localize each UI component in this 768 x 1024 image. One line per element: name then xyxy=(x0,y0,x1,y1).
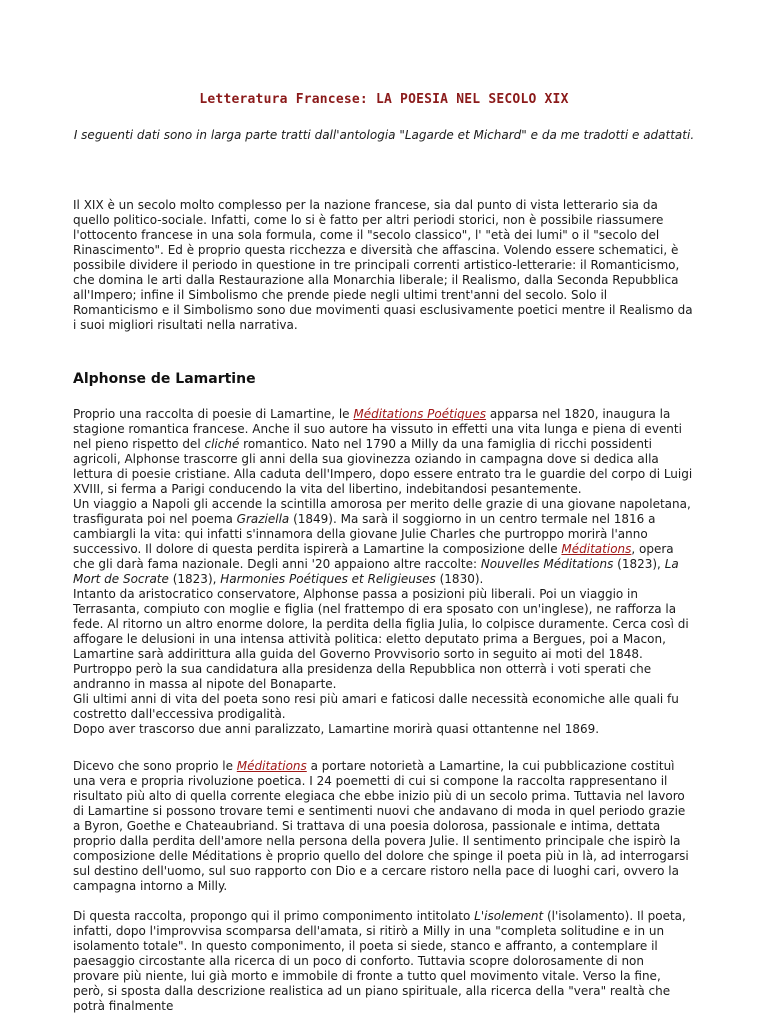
bio-paragraph-1: Proprio una raccolta di poesie di Lamartine, le Méditations Poétiques apparsa nel 1820, inaugura la stagione romantica francese. Anche il suo autore ha vissuto in effetti una vita lunga e piena di eventi nel pieno rispetto del cliché romantico. Nato nel 1790 a Milly da una famiglia di ricchi possidenti agricoli, Alphonse trascorre gli anni della sua giovinezza oziando in campagna dove si dedica alla lettura di poesie cristiane. Alla caduta dell'Impero, dopo essere entrato tra le guardie del corpo di Luigi XVIII, si ferma a Parigi conducendo la vita del libertino, indebitandosi pesantemente. xyxy=(73,407,693,496)
meditations-link-2[interactable]: Méditations xyxy=(236,759,307,773)
isolement-paragraph: Di questa raccolta, propongo qui il primo componimento intitolato L'isolement (l'isolamento). Il poeta, infatti, dopo l'improvvisa scomparsa dell'amata, si ritirò a Milly in una "completa solitudine e in un isolamento totale". In questo componimento, il poeta si siede, stanco e affranto, a contemplare il paesaggio circostante alla ricerca di un poco di conforto. Tuttavia scopre dolorosamente di non provare più niente, lui già morto e immobile di fronte a tutto quel movimento vitale. Verso la fine, però, si sposta dalla descrizione realistica ad un piano spirituale, alla ricerca della "vera" realtà che potrà finalmente xyxy=(73,909,686,1013)
page-title: Letteratura Francese: LA POESIA NEL SECOLO XIX xyxy=(199,92,569,107)
meditations-link[interactable]: Méditations xyxy=(561,542,632,556)
intro-text: Il XIX è un secolo molto complesso per la nazione francese, sia dal punto di vista letterario sia da quello politico-sociale. Infatti, come lo si è fatto per altri periodi storici, non è possibile riassumere l'ottocento francese in una sola formula, come il "secolo classico", l' "età dei lumi" o il "secolo del Rinascimento". Ed è proprio questa ricchezza e diversità che affascina. Volendo essere schematici, è possibile dividere il periodo in questione in tre principali correnti artistico-letterarie: il Romanticismo, che domina le arti dalla Restaurazione alla Monarchia liberale; il Realismo, dalla Seconda Repubblica all'Impero; infine il Simbolismo che prende piede negli ultimi trent'anni del secolo. Solo il Romanticismo e il Simbolismo sono due movimenti quasi esclusivamente poetici mentre il Realismo da i suoi migliori risultati nella narrativa. xyxy=(73,198,693,332)
meditations-poetiques-link[interactable]: Méditations Poétiques xyxy=(353,407,487,421)
section-heading: Alphonse de Lamartine xyxy=(73,371,256,387)
intro-paragraph xyxy=(73,198,693,333)
biography-section xyxy=(73,407,693,737)
meditations-paragraph: Dicevo che sono proprio le Méditations a portare notorietà a Lamartine, la cui pubblicazione costituì una vera e propria rivoluzione poetica. I 24 poemetti di cui si compone la raccolta rappresentano il risultato più alto di quella corrente elegiaca che ebbe inizio più di un secolo prima. Tuttavia nel lavoro di Lamartine si possono trovare temi e sentimenti nuovi che andavano di moda in quel periodo grazie a Byron, Goethe e Chateaubriand. Si trattava di una poesia dolorosa, passionale e intima, dettata proprio dalla perdita dell'amore nella persona della povera Julie. Il sentimento principale che ispirò la composizione delle Méditations è proprio quello del dolore che spinge il poeta più in là, ad interrogarsi sul destino dell'uomo, sul suo rapporto con Dio e a cercare ristoro nella pace di luoghi cari, ovvero la campagna intorno a Milly. xyxy=(73,759,689,893)
bio-paragraph-4: Gli ultimi anni di vita del poeta sono resi più amari e faticosi dalle necessità economiche alle quali fu costretto dall'eccessiva prodigalità. xyxy=(73,692,679,721)
bio-paragraph-3: Intanto da aristocratico conservatore, Alphonse passa a posizioni più liberali. Poi un viaggio in Terrasanta, compiuto con moglie e figlia (nel frattempo di era sposato con un'inglese), ne rafforza la fede. Al ritorno un altro enorme dolore, la perdita della figlia Julia, lo colpisce duramente. Cerca così di affogare le delusioni in una intensa attività politica: eletto deputato prima a Bergues, poi a Macon, Lamartine sarà addirittura alla guida del Governo Provvisorio sorto in seguito ai moti del 1848. Purtroppo però la sua candidatura alla presidenza della Repubblica non otterrà i voti sperati che andranno in massa al nipote del Bonaparte. xyxy=(73,587,689,691)
bio-paragraph-2: Un viaggio a Napoli gli accende la scintilla amorosa per merito delle grazie di una giovane napoletana, trasfigurata poi nel poema Graziella (1849). Ma sarà il soggiorno in un centro termale nel 1816 a cambiargli la vita: qui infatti s'innamora della giovane Julie Charles che purtroppo morirà l'anno successivo. Il dolore di questa perdita ispirerà a Lamartine la composizione delle Méditations, opera che gli darà fama nazionale. Degli anni '20 appaiono altre raccolte: Nouvelles Méditations (1823), La Mort de Socrate (1823), Harmonies Poétiques et Religieuses (1830). xyxy=(73,497,691,586)
page-subtitle: I seguenti dati sono in larga parte tratti dall'antologia "Lagarde et Michard" e da me tradotti e adattati. xyxy=(73,128,695,142)
bio-paragraph-5: Dopo aver trascorso due anni paralizzato, Lamartine morirà quasi ottantenne nel 1869. xyxy=(73,722,600,736)
